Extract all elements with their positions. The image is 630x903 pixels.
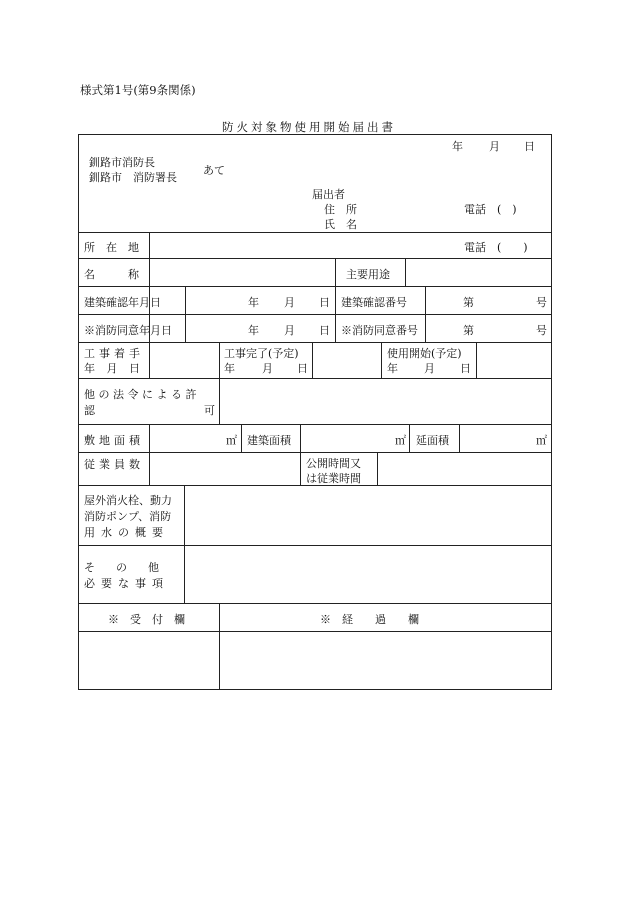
use-start-label: 使用開始(予定) — [387, 347, 462, 360]
location-phone: 電話 ( ) — [464, 241, 528, 254]
cell-divider — [300, 424, 301, 485]
opening-hours-label-2: は従業時間 — [306, 472, 361, 485]
fire-consent-date-label: ※消防同意年月日 — [84, 324, 172, 337]
us-year: 年 — [387, 362, 398, 375]
table-border — [551, 134, 552, 689]
date-day: 日 — [524, 140, 535, 153]
cell-divider — [335, 258, 336, 286]
row-divider — [78, 485, 552, 486]
name-label: 氏 名 — [324, 218, 357, 231]
building-confirm-no-label: 建築確認番号 — [341, 296, 407, 309]
fc-month: 月 — [284, 324, 295, 337]
floor-area-unit: ㎡ — [536, 434, 547, 447]
bc-no-suffix: 号 — [536, 296, 547, 309]
bc-year: 年 — [248, 296, 259, 309]
cell-divider — [219, 603, 220, 689]
ce-year: 年 — [224, 362, 235, 375]
cell-divider — [149, 424, 150, 485]
table-border — [78, 134, 552, 135]
row-divider — [78, 603, 552, 604]
construction-start-label-2: 年 月 日 — [84, 362, 144, 375]
bc-day: 日 — [319, 296, 330, 309]
cell-divider — [377, 452, 378, 485]
building-area-label: 建築面積 — [247, 434, 291, 447]
fc-no-prefix: 第 — [463, 324, 474, 337]
other-law-label-2: 認 — [84, 404, 95, 417]
address-label: 住 所 — [324, 203, 357, 216]
table-border — [78, 689, 552, 690]
cell-divider — [219, 378, 220, 424]
bc-no-prefix: 第 — [463, 296, 474, 309]
fire-consent-no-label: ※消防同意番号 — [341, 324, 418, 337]
row-divider — [78, 342, 552, 343]
us-month: 月 — [424, 362, 435, 375]
date-month: 月 — [489, 140, 500, 153]
cell-divider — [312, 342, 313, 378]
fc-year: 年 — [248, 324, 259, 337]
cell-divider — [459, 424, 460, 452]
row-divider — [78, 452, 552, 453]
building-area-unit: ㎡ — [395, 434, 406, 447]
hydrant-label-1: 屋外消火栓、動力 — [84, 494, 172, 507]
reception-label: ※ 受 付 欄 — [108, 613, 185, 626]
site-area-label: 敷地面積 — [84, 434, 144, 447]
form-number: 様式第1号(第9条関係) — [80, 83, 196, 97]
addressee-line1: 釧路市消防長 — [89, 156, 155, 169]
cell-divider — [149, 345, 150, 378]
cell-divider — [381, 342, 382, 378]
date-year: 年 — [452, 140, 463, 153]
row-divider — [78, 314, 552, 315]
other-label-2: 必要な事項 — [84, 577, 169, 590]
cell-divider — [241, 424, 242, 452]
table-border — [78, 134, 79, 689]
honorific: あて — [203, 164, 225, 177]
hydrant-label-2: 消防ポンプ、消防 — [84, 510, 172, 523]
fc-no-suffix: 号 — [536, 324, 547, 337]
addressee-line2: 釧路市 消防署長 — [89, 171, 177, 184]
ce-month: 月 — [262, 362, 273, 375]
cell-divider — [184, 485, 185, 603]
name-row-label: 名 称 — [84, 268, 139, 281]
cell-divider — [405, 258, 406, 286]
row-divider — [78, 258, 552, 259]
ce-day: 日 — [297, 362, 308, 375]
cell-divider — [476, 342, 477, 378]
us-day: 日 — [460, 362, 471, 375]
employees-label: 従業員数 — [84, 458, 144, 471]
progress-label: ※ 経 過 欄 — [320, 613, 419, 626]
row-divider — [78, 545, 552, 546]
building-confirm-date-label: 建築確認年月日 — [84, 296, 161, 309]
other-law-label-3: 可 — [204, 404, 215, 417]
row-divider — [78, 286, 552, 287]
cell-divider — [219, 342, 220, 378]
notifier-phone: 電話 ( ) — [464, 203, 517, 216]
cell-divider — [409, 424, 410, 452]
construction-start-label-1: 工事着手 — [84, 347, 144, 360]
notifier-label: 届出者 — [312, 188, 345, 201]
page-title: 防火対象物使用開始届出書 — [222, 120, 396, 134]
fc-day: 日 — [319, 324, 330, 337]
bc-month: 月 — [284, 296, 295, 309]
site-area-unit: ㎡ — [226, 434, 237, 447]
other-law-label-1: 他の法令による許 — [84, 388, 200, 401]
location-label: 所 在 地 — [84, 241, 139, 254]
opening-hours-label-1: 公開時間又 — [306, 457, 361, 470]
hydrant-label-3: 用水の概要 — [84, 526, 169, 539]
construction-end-label: 工事完了(予定) — [224, 347, 299, 360]
other-label-1: そ の 他 — [84, 561, 164, 574]
row-divider — [78, 378, 552, 379]
row-divider — [78, 631, 552, 632]
main-use-label: 主要用途 — [346, 268, 390, 281]
floor-area-label: 延面積 — [416, 434, 449, 447]
